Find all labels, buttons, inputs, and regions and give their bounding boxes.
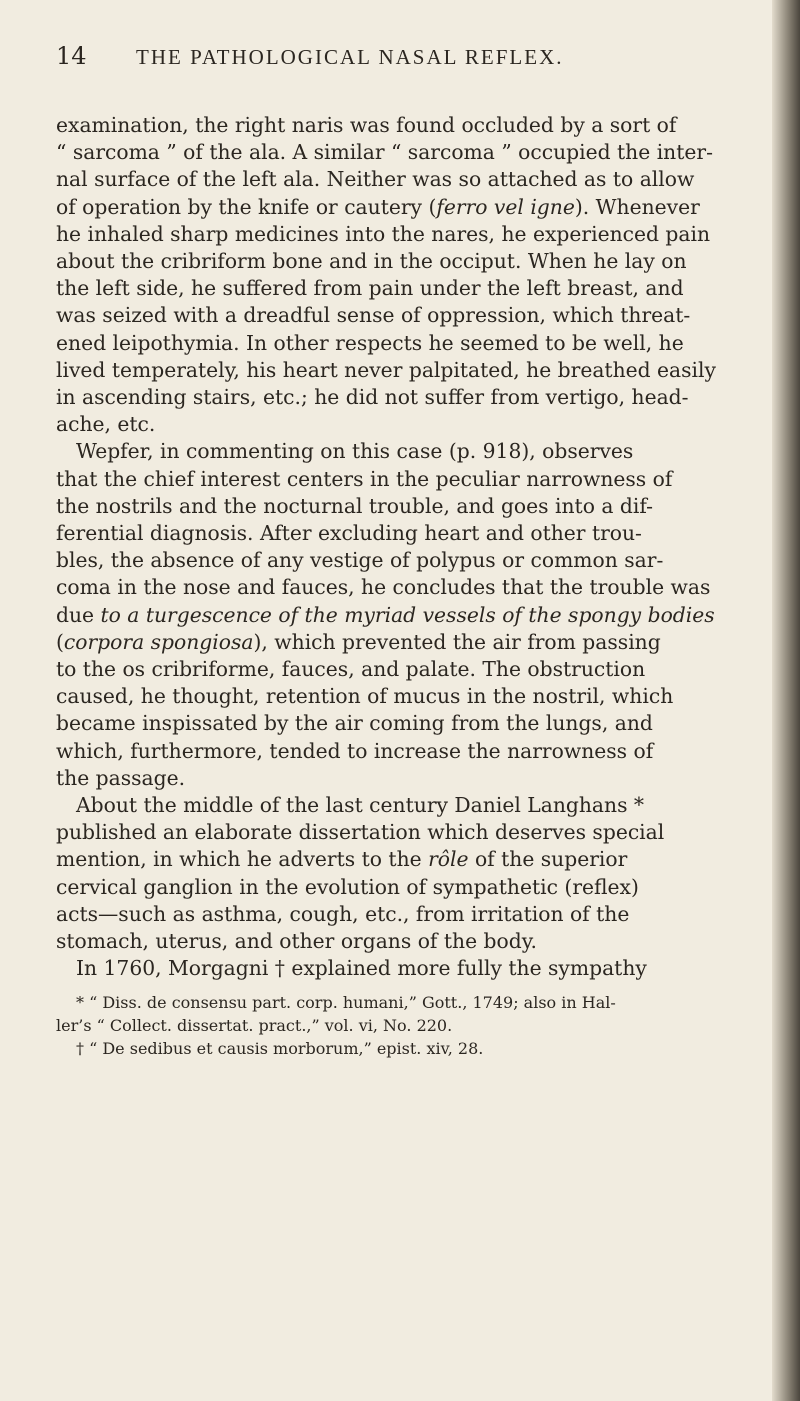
footnotes	[56, 991, 756, 1060]
text-line: he inhaled sharp medicines into the nares, he experienced pain	[56, 221, 711, 246]
text-line: ferential diagnosis. After excluding heart and other trou-	[56, 521, 642, 546]
text-line: was seized with a dreadful sense of oppression, which threat-	[56, 303, 691, 328]
page-header	[56, 42, 756, 82]
text-line: ened leipothymia. In other respects he seemed to be well, he	[56, 330, 684, 355]
text-line: cervical ganglion in the evolution of sympathetic (reflex)	[56, 874, 639, 899]
text-line: coma in the nose and fauces, he concludes that the trouble was	[56, 575, 711, 600]
text-line: About the middle of the last century Daniel Langhans *	[76, 793, 645, 818]
text-line: acts—such as asthma, cough, etc., from irritation of the	[56, 901, 630, 926]
text-line: (corpora spongiosa), which prevented the air from passing	[56, 629, 661, 654]
text-line: became inspissated by the air coming from the lungs, and	[56, 711, 653, 736]
page-number: 14	[56, 42, 87, 70]
text-line: that the chief interest centers in the peculiar narrowness of	[56, 466, 673, 491]
paragraph-1	[56, 112, 756, 438]
footnote-2: † “ De sedibus et causis morborum,” epist. xiv, 28.	[76, 1038, 484, 1058]
text-line: in ascending stairs, etc.; he did not suffer from vertigo, head-	[56, 385, 689, 410]
paragraph-2	[56, 438, 756, 792]
text-line: the passage.	[56, 765, 186, 790]
text-line: caused, he thought, retention of mucus in the nostril, which	[56, 684, 674, 709]
running-title: THE PATHOLOGICAL NASAL REFLEX.	[136, 45, 564, 69]
paragraph-4	[56, 955, 756, 982]
body-text	[56, 112, 756, 983]
text-line: mention, in which he adverts to the rôle of the superior	[56, 847, 628, 872]
text-line: which, furthermore, tended to increase the narrowness of	[56, 738, 654, 763]
text-line: “ sarcoma ” of the ala. A similar “ sarcoma ” occupied the inter-	[56, 140, 713, 165]
text-line: of operation by the knife or cautery (ferro vel igne). Whenever	[56, 194, 700, 219]
page-edge-shadow	[772, 0, 800, 1401]
text-line: the left side, he suffered from pain under the left breast, and	[56, 276, 684, 301]
text-line: In 1760, Morgagni † explained more fully the sympathy	[76, 956, 647, 981]
text-line: Wepfer, in commenting on this case (p. 918), observes	[76, 439, 634, 464]
book-page	[56, 42, 756, 1060]
text-line: lived temperately, his heart never palpitated, he breathed easily	[56, 357, 716, 382]
text-line: nal surface of the left ala. Neither was so attached as to allow	[56, 167, 695, 192]
footnote-1: * “ Diss. de consensu part. corp. humani,” Gott., 1749; also in Hal-	[76, 992, 616, 1012]
text-line: the nostrils and the nocturnal trouble, and goes into a dif-	[56, 493, 653, 518]
text-line: about the cribriform bone and in the occiput. When he lay on	[56, 249, 687, 274]
text-line: published an elaborate dissertation which deserves special	[56, 820, 665, 845]
footnote-1-continued: ler’s “ Collect. dissertat. pract.,” vol. vi, No. 220.	[56, 1015, 453, 1035]
text-line: ache, etc.	[56, 412, 156, 437]
text-line: due to a turgescence of the myriad vessels of the spongy bodies	[56, 602, 715, 627]
paragraph-3	[56, 792, 756, 955]
text-line: examination, the right naris was found occluded by a sort of	[56, 113, 677, 137]
text-line: stomach, uterus, and other organs of the body.	[56, 929, 537, 954]
text-line: bles, the absence of any vestige of polypus or common sar-	[56, 548, 664, 573]
text-line: to the os cribriforme, fauces, and palate. The obstruction	[56, 657, 646, 682]
